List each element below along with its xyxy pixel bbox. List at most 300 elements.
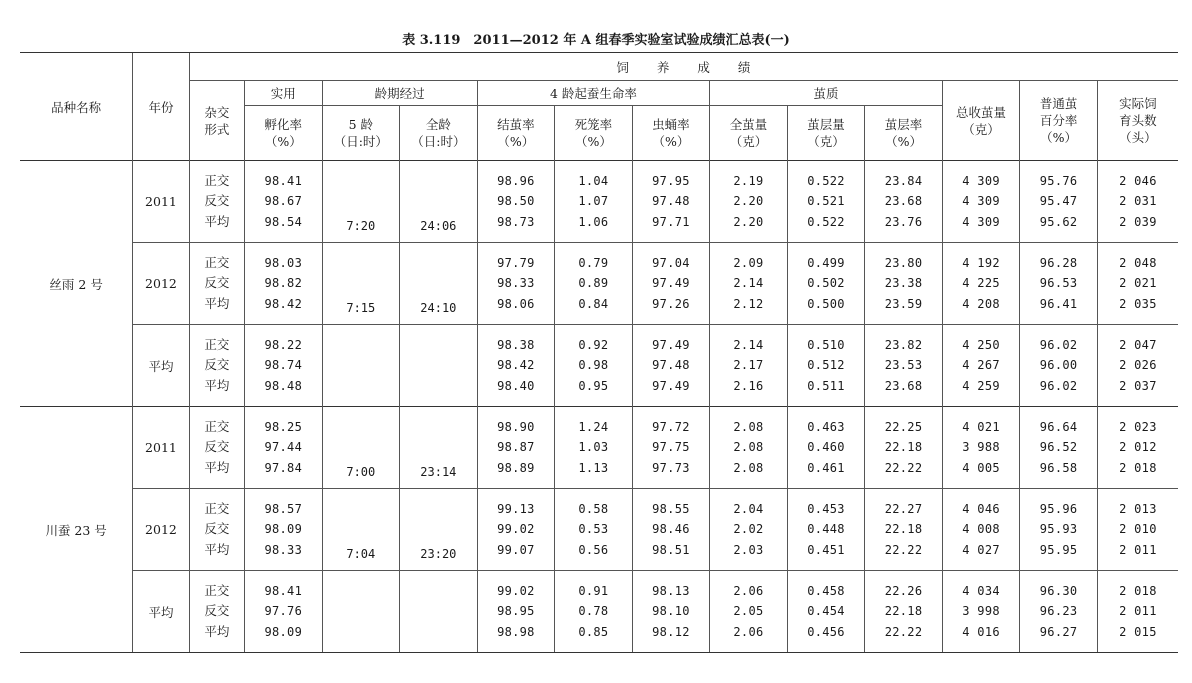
total-yield-cell <box>942 243 1020 325</box>
cocoon-rate-cell <box>477 243 555 325</box>
hatch-rate-value: 98.25 <box>264 419 303 434</box>
cocoon-rate-value: 98.40 <box>497 378 535 393</box>
dead-cocoon-rate-value: 0.91 <box>578 583 609 598</box>
dead-cocoon-rate-value: 0.78 <box>578 604 609 619</box>
actual-count-cell <box>1097 161 1178 243</box>
whole-cocoon-value: 2.08 <box>733 419 764 434</box>
hatch-rate-value: 98.74 <box>264 358 303 373</box>
dead-cocoon-rate-value: 0.79 <box>578 255 609 270</box>
actual-count-value: 2 010 <box>1119 522 1157 537</box>
total-yield-value: 4 016 <box>962 624 1000 639</box>
cocoon-rate-value: 98.33 <box>497 276 535 291</box>
actual-count-value: 2 011 <box>1119 604 1157 619</box>
total-yield-value: 4 027 <box>962 542 1000 557</box>
shell-weight-value: 0.454 <box>807 604 845 619</box>
whole-cocoon-value: 2.03 <box>733 542 764 557</box>
header-survival: 4 龄起蚕生命率 <box>477 81 710 106</box>
whole-cocoon-value: 2.09 <box>733 255 764 270</box>
actual-count-cell <box>1097 243 1178 325</box>
cocoon-rate-cell <box>477 161 555 243</box>
hatch-rate-value: 98.41 <box>264 173 303 188</box>
header-shell-rate: 茧层率 （%） <box>865 106 943 161</box>
normal-rate-value: 96.00 <box>1039 358 1078 373</box>
dead-cocoon-rate-value: 1.03 <box>578 440 609 455</box>
pupa-rate-value: 97.48 <box>652 194 690 209</box>
hatch-rate-value: 98.42 <box>264 296 303 311</box>
shell-weight-cell <box>787 161 865 243</box>
normal-rate-value: 96.23 <box>1039 604 1078 619</box>
shell-rate-cell <box>865 571 943 653</box>
shell-rate-value: 22.18 <box>884 440 923 455</box>
shell-weight-cell <box>787 407 865 489</box>
shell-rate-cell <box>865 489 943 571</box>
cocoon-rate-value: 99.07 <box>497 542 535 557</box>
cross-type-label: 平均 <box>204 541 230 557</box>
whole-cocoon-value: 2.19 <box>733 173 764 188</box>
whole-cocoon-value: 2.04 <box>733 501 764 516</box>
pupa-rate-value: 97.72 <box>652 419 690 434</box>
year-cell: 2011 <box>133 161 189 243</box>
full-instar-cell <box>400 407 478 489</box>
pupa-rate-value: 98.46 <box>652 522 690 537</box>
normal-rate-cell <box>1020 161 1098 243</box>
total-yield-value: 4 250 <box>962 337 1000 352</box>
hatch-rate-value: 98.22 <box>264 337 303 352</box>
normal-rate-value: 95.96 <box>1039 501 1078 516</box>
pupa-rate-value: 97.26 <box>652 296 690 311</box>
cross-type-label: 反交 <box>204 275 230 291</box>
cross-type-cell <box>189 325 244 407</box>
normal-rate-cell <box>1020 243 1098 325</box>
whole-cocoon-cell <box>710 161 788 243</box>
hatch-rate-value: 97.76 <box>264 604 303 619</box>
cross-type-label: 平均 <box>204 459 230 475</box>
header-practical: 实用 <box>245 81 323 106</box>
header-total-yield: 总收茧量 （克） <box>942 81 1020 161</box>
table-row <box>20 489 1178 571</box>
cross-type-label: 正交 <box>204 254 230 270</box>
hatch-rate-value: 98.03 <box>264 255 303 270</box>
total-yield-value: 4 259 <box>962 378 1000 393</box>
actual-count-value: 2 048 <box>1119 255 1157 270</box>
whole-cocoon-value: 2.12 <box>733 296 764 311</box>
header-full-instar: 全龄 （日:时） <box>400 106 478 161</box>
shell-rate-value: 22.22 <box>884 542 923 557</box>
shell-weight-value: 0.458 <box>807 583 845 598</box>
whole-cocoon-value: 2.06 <box>733 624 764 639</box>
dead-cocoon-rate-value: 0.84 <box>578 296 609 311</box>
table-row <box>20 571 1178 653</box>
cocoon-rate-value: 99.02 <box>497 522 535 537</box>
hatch-rate-cell <box>245 325 323 407</box>
dead-cocoon-rate-cell <box>555 243 633 325</box>
shell-rate-value: 22.26 <box>884 583 923 598</box>
cocoon-rate-cell <box>477 325 555 407</box>
cocoon-rate-value: 97.79 <box>497 255 535 270</box>
pupa-rate-cell <box>632 243 710 325</box>
shell-rate-value: 22.22 <box>884 460 923 475</box>
shell-weight-value: 0.522 <box>807 173 845 188</box>
total-yield-cell <box>942 407 1020 489</box>
shell-rate-cell <box>865 243 943 325</box>
actual-count-value: 2 018 <box>1119 460 1157 475</box>
cocoon-rate-value: 98.50 <box>497 194 535 209</box>
dead-cocoon-rate-value: 0.85 <box>578 624 609 639</box>
actual-count-value: 2 039 <box>1119 214 1157 229</box>
actual-count-value: 2 037 <box>1119 378 1157 393</box>
cocoon-rate-value: 98.95 <box>497 604 535 619</box>
shell-weight-value: 0.510 <box>807 337 845 352</box>
total-yield-cell <box>942 571 1020 653</box>
total-yield-value: 4 225 <box>962 276 1000 291</box>
actual-count-value: 2 018 <box>1119 583 1157 598</box>
header-variety: 品种名称 <box>20 53 133 161</box>
year-cell: 2011 <box>133 407 189 489</box>
shell-rate-cell <box>865 161 943 243</box>
total-yield-cell <box>942 489 1020 571</box>
instar5-value: 7:15 <box>346 300 376 315</box>
shell-weight-cell <box>787 571 865 653</box>
normal-rate-value: 96.28 <box>1039 255 1078 270</box>
instar5-cell <box>322 161 400 243</box>
full-instar-value: 23:20 <box>420 546 457 561</box>
hatch-rate-value: 98.33 <box>264 542 303 557</box>
hatch-rate-value: 98.09 <box>264 624 303 639</box>
total-yield-cell <box>942 161 1020 243</box>
full-instar-value: 23:14 <box>420 464 457 479</box>
normal-rate-value: 95.76 <box>1039 173 1078 188</box>
normal-rate-value: 96.64 <box>1039 419 1078 434</box>
shell-weight-value: 0.499 <box>807 255 845 270</box>
shell-rate-cell <box>865 407 943 489</box>
cross-type-label: 反交 <box>204 193 230 209</box>
shell-rate-value: 23.38 <box>884 276 923 291</box>
total-yield-value: 4 309 <box>962 173 1000 188</box>
pupa-rate-value: 97.48 <box>652 358 690 373</box>
full-instar-cell <box>400 489 478 571</box>
hatch-rate-value: 98.54 <box>264 214 303 229</box>
table-row <box>20 243 1178 325</box>
shell-rate-value: 23.82 <box>884 337 923 352</box>
table-body <box>20 161 1178 653</box>
dead-cocoon-rate-value: 0.98 <box>578 358 609 373</box>
cross-type-cell <box>189 571 244 653</box>
cross-type-cell <box>189 407 244 489</box>
cocoon-rate-cell <box>477 407 555 489</box>
full-instar-value: 24:10 <box>420 300 457 315</box>
cocoon-rate-cell <box>477 571 555 653</box>
hatch-rate-value: 98.82 <box>264 276 303 291</box>
variety-name: 丝雨 2 号 <box>20 161 133 407</box>
whole-cocoon-value: 2.14 <box>733 337 764 352</box>
pupa-rate-value: 97.49 <box>652 378 690 393</box>
hatch-rate-value: 98.41 <box>264 583 303 598</box>
table-row <box>20 161 1178 243</box>
total-yield-value: 4 267 <box>962 358 1000 373</box>
shell-rate-value: 23.68 <box>884 194 923 209</box>
whole-cocoon-value: 2.20 <box>733 194 764 209</box>
cocoon-rate-value: 98.38 <box>497 337 535 352</box>
actual-count-value: 2 021 <box>1119 276 1157 291</box>
actual-count-value: 2 035 <box>1119 296 1157 311</box>
total-yield-value: 4 034 <box>962 583 1000 598</box>
cross-type-label: 反交 <box>204 603 230 619</box>
whole-cocoon-value: 2.20 <box>733 214 764 229</box>
instar5-cell <box>322 407 400 489</box>
table-row <box>20 407 1178 489</box>
dead-cocoon-rate-value: 0.95 <box>578 378 609 393</box>
dead-cocoon-rate-value: 1.13 <box>578 460 609 475</box>
shell-rate-value: 23.76 <box>884 214 923 229</box>
cross-type-label: 反交 <box>204 439 230 455</box>
year-cell: 平均 <box>133 571 189 653</box>
dead-cocoon-rate-value: 0.89 <box>578 276 609 291</box>
header-shell-weight: 茧层量 （克） <box>787 106 865 161</box>
dead-cocoon-rate-cell <box>555 407 633 489</box>
dead-cocoon-rate-value: 1.07 <box>578 194 609 209</box>
table-caption: 表 3.119 2011—2012 年 A 组春季实验室试验成绩汇总表(一) <box>402 33 790 48</box>
total-yield-value: 4 208 <box>962 296 1000 311</box>
cocoon-rate-value: 99.13 <box>497 501 535 516</box>
shell-rate-value: 22.18 <box>884 604 923 619</box>
shell-rate-value: 22.22 <box>884 624 923 639</box>
shell-weight-value: 0.522 <box>807 214 845 229</box>
whole-cocoon-value: 2.05 <box>733 604 764 619</box>
cocoon-rate-value: 98.06 <box>497 296 535 311</box>
normal-rate-cell <box>1020 325 1098 407</box>
whole-cocoon-value: 2.17 <box>733 358 764 373</box>
pupa-rate-cell <box>632 161 710 243</box>
whole-cocoon-cell <box>710 571 788 653</box>
shell-weight-cell <box>787 489 865 571</box>
pupa-rate-value: 97.49 <box>652 276 690 291</box>
cross-type-label: 正交 <box>204 172 230 188</box>
cross-type-label: 反交 <box>204 357 230 373</box>
year-cell: 2012 <box>133 489 189 571</box>
actual-count-value: 2 013 <box>1119 501 1157 516</box>
cross-type-cell <box>189 161 244 243</box>
whole-cocoon-value: 2.16 <box>733 378 764 393</box>
dead-cocoon-rate-value: 0.92 <box>578 337 609 352</box>
hatch-rate-value: 98.57 <box>264 501 303 516</box>
shell-weight-value: 0.448 <box>807 522 845 537</box>
instar5-cell <box>322 489 400 571</box>
instar5-cell <box>322 571 400 653</box>
hatch-rate-value: 98.67 <box>264 194 303 209</box>
shell-weight-value: 0.460 <box>807 440 845 455</box>
actual-count-value: 2 023 <box>1119 419 1157 434</box>
normal-rate-value: 96.02 <box>1039 337 1078 352</box>
pupa-rate-cell <box>632 489 710 571</box>
total-yield-value: 3 998 <box>962 604 1000 619</box>
whole-cocoon-cell <box>710 243 788 325</box>
pupa-rate-value: 98.51 <box>652 542 690 557</box>
hatch-rate-value: 97.84 <box>264 460 303 475</box>
pupa-rate-value: 97.04 <box>652 255 690 270</box>
instar5-value: 7:20 <box>346 218 376 233</box>
header-actual-count: 实际饲 育头数 （头） <box>1097 81 1178 161</box>
pupa-rate-value: 98.10 <box>652 604 690 619</box>
hatch-rate-value: 97.44 <box>264 440 303 455</box>
shell-weight-value: 0.461 <box>807 460 845 475</box>
hatch-rate-cell <box>245 161 323 243</box>
pupa-rate-value: 97.75 <box>652 440 690 455</box>
header-instar-elapsed: 龄期经过 <box>322 81 477 106</box>
full-instar-cell <box>400 161 478 243</box>
cross-type-cell <box>189 243 244 325</box>
actual-count-value: 2 015 <box>1119 624 1157 639</box>
normal-rate-value: 95.93 <box>1039 522 1078 537</box>
header-hatch-rate: 孵化率 （%） <box>245 106 323 161</box>
dead-cocoon-rate-cell <box>555 325 633 407</box>
whole-cocoon-cell <box>710 489 788 571</box>
dead-cocoon-rate-value: 1.04 <box>578 173 609 188</box>
shell-weight-value: 0.512 <box>807 358 845 373</box>
whole-cocoon-value: 2.08 <box>733 440 764 455</box>
pupa-rate-value: 97.73 <box>652 460 690 475</box>
dead-cocoon-rate-value: 0.53 <box>578 522 609 537</box>
pupa-rate-value: 97.95 <box>652 173 690 188</box>
actual-count-value: 2 011 <box>1119 542 1157 557</box>
hatch-rate-cell <box>245 243 323 325</box>
whole-cocoon-value: 2.06 <box>733 583 764 598</box>
whole-cocoon-value: 2.02 <box>733 522 764 537</box>
shell-rate-value: 22.27 <box>884 501 923 516</box>
cocoon-rate-cell <box>477 489 555 571</box>
normal-rate-value: 95.47 <box>1039 194 1078 209</box>
total-yield-value: 4 046 <box>962 501 1000 516</box>
normal-rate-value: 95.95 <box>1039 542 1078 557</box>
shell-weight-cell <box>787 243 865 325</box>
shell-weight-value: 0.456 <box>807 624 845 639</box>
dead-cocoon-rate-value: 1.24 <box>578 419 609 434</box>
cross-type-cell <box>189 489 244 571</box>
total-yield-value: 4 008 <box>962 522 1000 537</box>
normal-rate-value: 96.52 <box>1039 440 1078 455</box>
header-dead-cocoon: 死笼率 （%） <box>555 106 633 161</box>
total-yield-cell <box>942 325 1020 407</box>
dead-cocoon-rate-cell <box>555 161 633 243</box>
total-yield-value: 4 021 <box>962 419 1000 434</box>
shell-rate-value: 23.59 <box>884 296 923 311</box>
instar5-cell <box>322 243 400 325</box>
normal-rate-cell <box>1020 571 1098 653</box>
normal-rate-value: 95.62 <box>1039 214 1078 229</box>
normal-rate-value: 96.27 <box>1039 624 1078 639</box>
pupa-rate-cell <box>632 325 710 407</box>
whole-cocoon-cell <box>710 325 788 407</box>
shell-rate-value: 23.68 <box>884 378 923 393</box>
pupa-rate-value: 97.49 <box>652 337 690 352</box>
cross-type-label: 正交 <box>204 336 230 352</box>
normal-rate-value: 96.30 <box>1039 583 1078 598</box>
shell-weight-value: 0.511 <box>807 378 845 393</box>
shell-weight-value: 0.463 <box>807 419 845 434</box>
instar5-value: 7:00 <box>346 464 376 479</box>
shell-weight-value: 0.453 <box>807 501 845 516</box>
instar5-cell <box>322 325 400 407</box>
table-row <box>20 325 1178 407</box>
year-cell: 2012 <box>133 243 189 325</box>
cocoon-rate-value: 98.90 <box>497 419 535 434</box>
cross-type-label: 平均 <box>204 377 230 393</box>
shell-weight-value: 0.500 <box>807 296 845 311</box>
cocoon-rate-value: 98.98 <box>497 624 535 639</box>
shell-weight-value: 0.521 <box>807 194 845 209</box>
cocoon-rate-value: 98.96 <box>497 173 535 188</box>
actual-count-value: 2 046 <box>1119 173 1157 188</box>
header-whole-cocoon: 全茧量 （克） <box>710 106 788 161</box>
header-instar5: 5 龄 （日:时） <box>322 106 400 161</box>
full-instar-cell <box>400 571 478 653</box>
hatch-rate-cell <box>245 489 323 571</box>
cross-type-label: 正交 <box>204 500 230 516</box>
dead-cocoon-rate-value: 1.06 <box>578 214 609 229</box>
full-instar-value: 24:06 <box>420 218 457 233</box>
cocoon-rate-value: 99.02 <box>497 583 535 598</box>
shell-rate-value: 22.25 <box>884 419 923 434</box>
pupa-rate-value: 98.13 <box>652 583 690 598</box>
shell-weight-value: 0.502 <box>807 276 845 291</box>
normal-rate-cell <box>1020 407 1098 489</box>
actual-count-cell <box>1097 407 1178 489</box>
header-feeding-results: 饲 养 成 绩 <box>189 53 1178 81</box>
cross-type-label: 正交 <box>204 582 230 598</box>
hatch-rate-cell <box>245 571 323 653</box>
total-yield-value: 3 988 <box>962 440 1000 455</box>
variety-name: 川蚕 23 号 <box>20 407 133 653</box>
shell-weight-cell <box>787 325 865 407</box>
normal-rate-value: 96.58 <box>1039 460 1078 475</box>
shell-rate-value: 23.80 <box>884 255 923 270</box>
full-instar-cell <box>400 325 478 407</box>
year-cell: 平均 <box>133 325 189 407</box>
shell-rate-cell <box>865 325 943 407</box>
whole-cocoon-value: 2.14 <box>733 276 764 291</box>
cross-type-label: 平均 <box>204 213 230 229</box>
pupa-rate-value: 97.71 <box>652 214 690 229</box>
results-table <box>20 52 1178 653</box>
cross-type-label: 平均 <box>204 623 230 639</box>
normal-rate-value: 96.41 <box>1039 296 1078 311</box>
header-cross-type: 杂交 形式 <box>189 81 244 161</box>
actual-count-value: 2 026 <box>1119 358 1157 373</box>
shell-rate-value: 23.84 <box>884 173 923 188</box>
pupa-rate-cell <box>632 571 710 653</box>
shell-rate-value: 23.53 <box>884 358 923 373</box>
total-yield-value: 4 309 <box>962 214 1000 229</box>
dead-cocoon-rate-value: 0.56 <box>578 542 609 557</box>
hatch-rate-value: 98.48 <box>264 378 303 393</box>
header-year: 年份 <box>133 53 189 161</box>
header-pupa-rate: 虫蛹率 （%） <box>632 106 710 161</box>
total-yield-value: 4 192 <box>962 255 1000 270</box>
header-cocoon-quality: 茧质 <box>710 81 943 106</box>
actual-count-value: 2 031 <box>1119 194 1157 209</box>
actual-count-value: 2 047 <box>1119 337 1157 352</box>
actual-count-value: 2 012 <box>1119 440 1157 455</box>
total-yield-value: 4 005 <box>962 460 1000 475</box>
actual-count-cell <box>1097 489 1178 571</box>
cocoon-rate-value: 98.87 <box>497 440 535 455</box>
total-yield-value: 4 309 <box>962 194 1000 209</box>
whole-cocoon-cell <box>710 407 788 489</box>
actual-count-cell <box>1097 571 1178 653</box>
dead-cocoon-rate-value: 0.58 <box>578 501 609 516</box>
normal-rate-value: 96.02 <box>1039 378 1078 393</box>
cross-type-label: 反交 <box>204 521 230 537</box>
cocoon-rate-value: 98.73 <box>497 214 535 229</box>
